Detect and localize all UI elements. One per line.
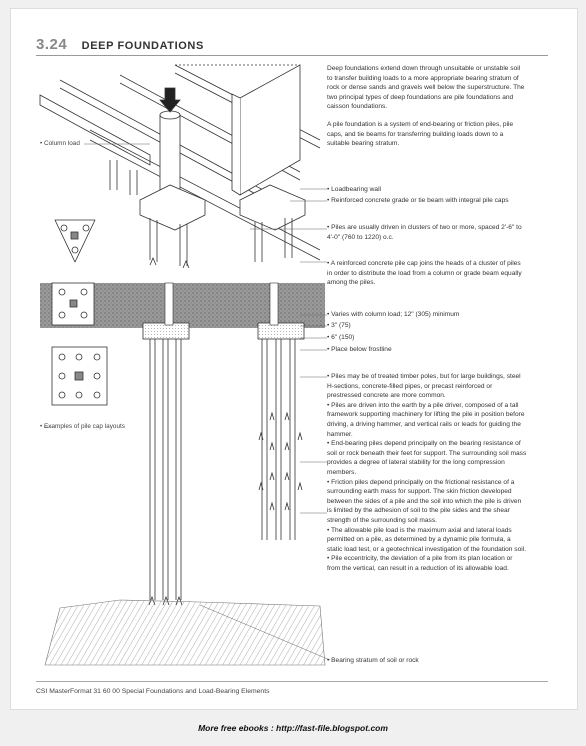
column-load-label: • Column load [40, 140, 80, 147]
pile-cap-layout-square [52, 283, 94, 325]
callout-pile-cap: • A reinforced concrete pile cap joins the heads of a cluster of piles in order to distribute the load from a column or grade beam equally among the piles. [327, 260, 522, 287]
note-6: • Pile eccentricity, the deviation of a pile from its plan location or from the vertical, can result in a reduction of its allowable load. [327, 555, 513, 572]
callout-dim-2: • 3" (75) [327, 322, 351, 329]
intro-paragraph-1: Deep foundations extend down through unsuitable or unstable soil to transfer building loads to a more appropriate bearing stratum of rock or dense sands and gravels well below the superstructure. The two principal types of deep foundations are pile foundations and caisson foundations. [327, 65, 525, 111]
note-3: • End-bearing piles depend principally on the bearing resistance of soil or rock beneath their feet for support. The surrounding soil mass provides a degree of lateral stability for the long compression members. [327, 440, 527, 476]
bearing-stratum [45, 600, 325, 665]
callout-grade-beam: • Reinforced concrete grade or tie beam with integral pile caps [327, 197, 509, 204]
pile-cap-layout-triangle [55, 220, 95, 262]
intro-paragraph-2: A pile foundation is a system of end-bearing or friction piles, pile caps, and tie beams for transferring building loads down to a suitable bearing stratum. [327, 120, 514, 148]
page-title: DEEP FOUNDATIONS [81, 40, 204, 52]
page-number: 3.24 [36, 36, 68, 53]
ebook-watermark[interactable]: More free ebooks : http://fast-file.blogspot.com [198, 723, 388, 733]
callout-loadbearing-wall: • Loadbearing wall [327, 186, 381, 193]
callout-frostline: • Place below frostline [327, 346, 392, 353]
notes-list [327, 372, 527, 573]
callout-clusters: • Piles are usually driven in clusters of two or more, spaced 2'-6" to 4'-0" (760 to 1220) o.c. [327, 224, 522, 241]
pile-cap-layout-large [52, 347, 107, 405]
callout-dim-3: • 6" (150) [327, 334, 355, 341]
intro-text [327, 64, 527, 149]
masterformat-footer: CSI MasterFormat 31 60 00 Special Foundations and Load-Bearing Elements [36, 688, 270, 695]
note-1: • Piles may be of treated timber poles, but for large buildings, steel H-sections, concrete-filled pipes, or precast reinforced or prestressed concrete are more common. [327, 373, 521, 400]
note-5: • The allowable pile load is the maximum axial and lateral loads permitted on a pile, as determined by a dynamic pile formula, a static load test, or a geotechnical investigation of the foundation soil. [327, 526, 527, 553]
callout-bearing-stratum: • Bearing stratum of soil or rock [327, 657, 419, 664]
pile-cap-layouts-label: • Examples of pile cap layouts [40, 423, 126, 430]
note-2: • Piles are driven into the earth by a pile driver, composed of a tall framework supporting machinery for lifting the pile in position before driving, a driving hammer, and vertical rails or leads for guiding the hammer. [327, 401, 525, 438]
footer-rule [36, 681, 548, 682]
callout-dim-1: • Varies with column load; 12" (305) minimum [327, 311, 460, 318]
note-4: • Friction piles depend principally on the frictional resistance of a surrounding earth mass for support. The skin friction developed between the sides of a pile and the soil into which the pile is driven is limited by the adhesion of soil to the pile sides and the shear strength of the surrounding soil mass. [327, 478, 522, 524]
piles [149, 339, 302, 605]
